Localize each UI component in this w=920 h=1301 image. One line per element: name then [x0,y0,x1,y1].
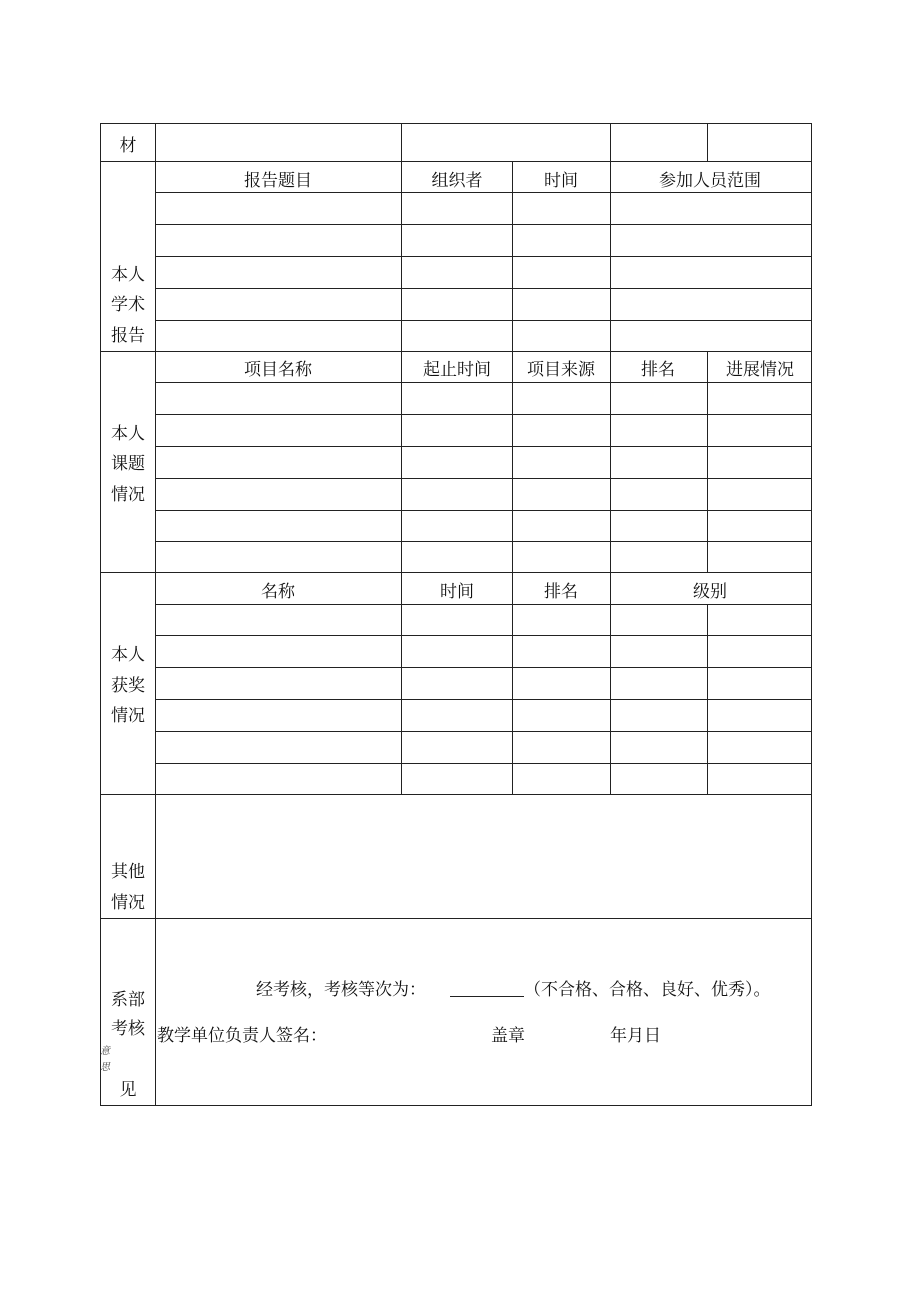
border-right [811,123,812,1106]
side-label-line: 本人 [111,423,145,444]
column-line [401,351,402,572]
row-line [156,478,811,479]
row-line [156,446,811,447]
material-label-text: 材 [119,135,137,156]
grade-blank-field[interactable] [450,996,524,997]
column-line [707,351,708,572]
header-report-title: 报告题目 [244,171,312,191]
date-label: 年月日 [610,1026,661,1046]
border-bottom [100,1105,812,1106]
column-line [512,161,513,351]
assessment-form [100,123,812,1106]
material-label [100,123,156,161]
row-line [156,510,811,511]
side-label-line: 本人 [111,264,145,285]
header-time: 时间 [544,171,578,191]
header-participants: 参加人员范围 [659,171,761,191]
column-line [512,351,513,572]
column-line [610,572,611,794]
row-line [156,224,811,225]
side-label-line: 情况 [111,892,145,913]
side-label-line: 报告 [111,325,145,346]
section-divider-3 [100,572,812,573]
column-line [707,604,708,794]
side-label-line: 课题 [111,454,145,475]
row-line [156,192,811,193]
side-label-line: 见 [119,1080,137,1100]
header-project-name: 项目名称 [244,360,312,380]
header-award-level: 级别 [693,582,727,602]
column-line [610,161,611,351]
signer-label: 教学单位负责人签名： [157,1026,327,1046]
column-line [512,572,513,794]
header-organizer: 组织者 [431,171,483,191]
header-period: 起止时间 [423,360,491,380]
side-label-line: 学术 [111,295,145,315]
side-label-line: 其他 [111,862,145,882]
awards-label [100,572,156,794]
header-rank: 排名 [641,360,675,380]
header-project-source: 项目来源 [527,360,595,380]
side-label-line: 本人 [111,645,145,666]
side-label-line: 系部 [111,990,145,1010]
row-line [156,699,811,700]
other-content-area[interactable] [156,795,811,918]
side-label-line: 获奖 [111,675,145,696]
column-line [707,123,708,161]
other-label [100,794,156,918]
review-label [100,918,156,1105]
row-line [156,635,811,636]
row-line [156,541,811,542]
row-line [156,382,811,383]
grade-prefix: 经考核，考核等次为： [256,980,426,1000]
row-line [156,320,811,321]
header-award-name: 名称 [261,582,295,602]
row-line [156,256,811,257]
column-line [610,351,611,572]
row-line [156,288,811,289]
grade-options: （不合格、合格、良好、优秀）。 [524,980,771,1000]
side-label-line: 情况 [111,484,145,505]
header-award-rank: 排名 [544,582,578,602]
row-line [156,414,811,415]
academic-report-label [100,161,156,351]
seal-label: 盖章 [491,1026,525,1046]
header-progress: 进展情况 [726,360,794,380]
row-line [156,731,811,732]
section-divider-5 [100,918,812,919]
side-label-line: 情况 [111,706,145,727]
section-divider-2 [100,351,812,352]
row-line [156,763,811,764]
side-label-line-faint: 意 思 [100,1046,122,1073]
side-label-line: 考核 [111,1019,145,1039]
border-top [100,123,812,124]
column-line [401,161,402,351]
column-line [401,123,402,161]
column-line [401,572,402,794]
header-award-time: 时间 [440,582,474,602]
row-line [156,604,811,605]
section-divider-1 [100,161,812,162]
row-line [156,667,811,668]
projects-label [100,351,156,572]
column-line [610,123,611,161]
